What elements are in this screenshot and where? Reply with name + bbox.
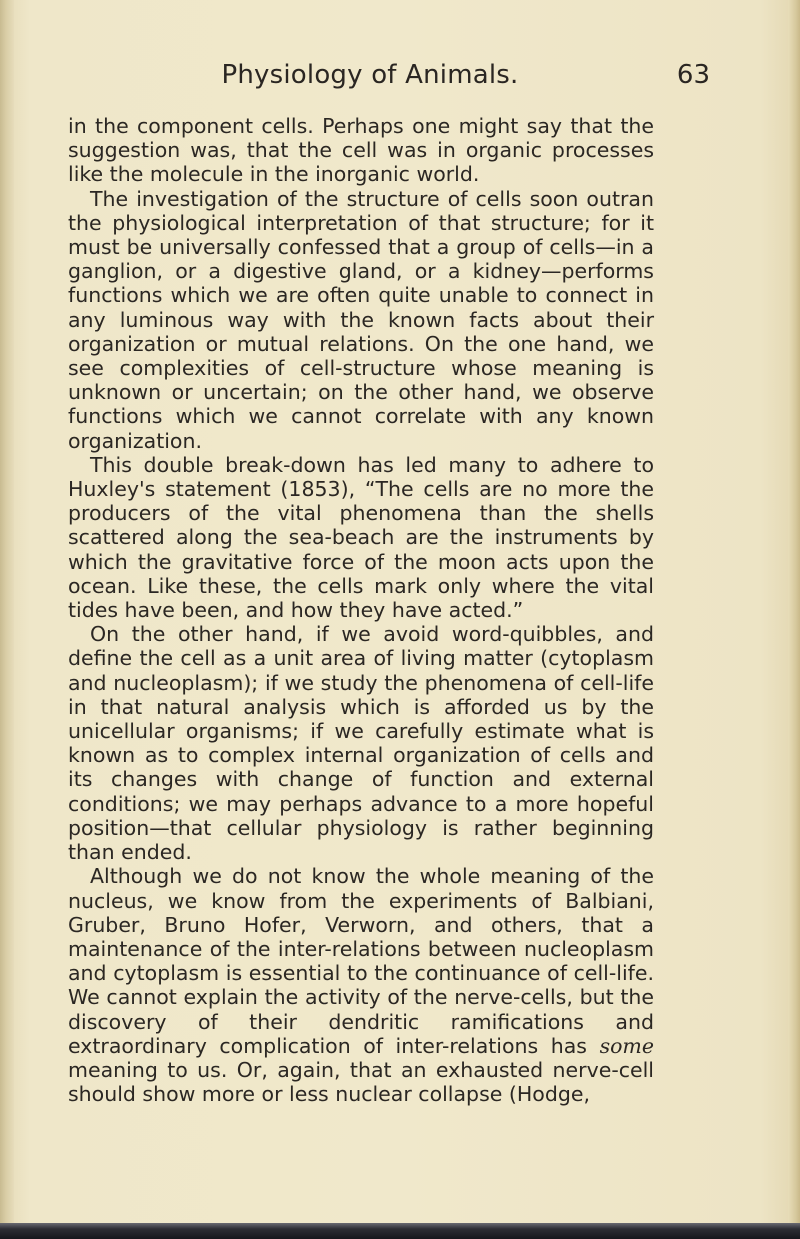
paragraph-4: On the other hand, if we avoid word-quibbles, and define the cell as a unit area of living matter (cytoplasm and nucleoplasm); if we study the phenomena of cell-life in that natural analysis which is afforded us by the unicellular organisms; if we carefully estimate what is known as to complex internal organization of cells and its changes with change of function and external conditions; we may perhaps advance to a more hopeful position—that cellular physiology is rather beginning than ended. xyxy=(68,622,654,865)
italic-emphasis: some xyxy=(599,1033,654,1058)
page-number: 63 xyxy=(676,60,710,90)
paragraph-5-text-end: meaning to us. Or, again, that an exhausted nerve-cell should show more or less nuclear collapse (Hodge, xyxy=(68,1057,654,1107)
scanner-bottom-edge xyxy=(0,1223,800,1239)
paragraph-1: in the component cells. Perhaps one might say that the suggestion was, that the cell was in organic processes like the molecule in the inorganic world. xyxy=(68,114,654,187)
body-text xyxy=(68,114,654,1106)
paragraph-5 xyxy=(68,864,654,1106)
page-left-edge-shadow xyxy=(0,0,14,1239)
paragraph-2: The investigation of the structure of cells soon outran the physiological interpretation of that structure; for it must be universally confessed that a group of cells—in a ganglion, or a digestive gland, or a kidney—performs functions which we are often quite unable to connect in any luminous way with the known facts about their organization or mutual relations. On the one hand, we see complexities of cell-structure whose meaning is unknown or uncertain; on the other hand, we observe functions which we cannot correlate with any known organization. xyxy=(68,186,654,453)
page-header xyxy=(150,60,710,100)
page-right-edge-shadow xyxy=(788,0,800,1239)
running-head: Physiology of Animals. xyxy=(221,60,519,90)
paragraph-5-text-start: Although we do not know the whole meaning of the nucleus, we know from the experiments of Balbiani, Gruber, Bruno Hofer, Verworn, and others, that a maintenance of the inter-relations between nucleoplasm and cytoplasm is essential to the continuance of cell-life. We cannot explain the activity of the nerve-cells, but the discovery of their dendritic ramifications and extraordinary complication of inter-relations has xyxy=(68,864,654,1058)
paragraph-3: This double break-down has led many to adhere to Huxley's statement (1853), “The cells are no more the producers of the vital phenomena than the shells scattered along the sea-beach are the instruments by which the gravitative force of the moon acts upon the ocean. Like these, the cells mark only where the vital tides have been, and how they have acted.” xyxy=(68,452,654,623)
